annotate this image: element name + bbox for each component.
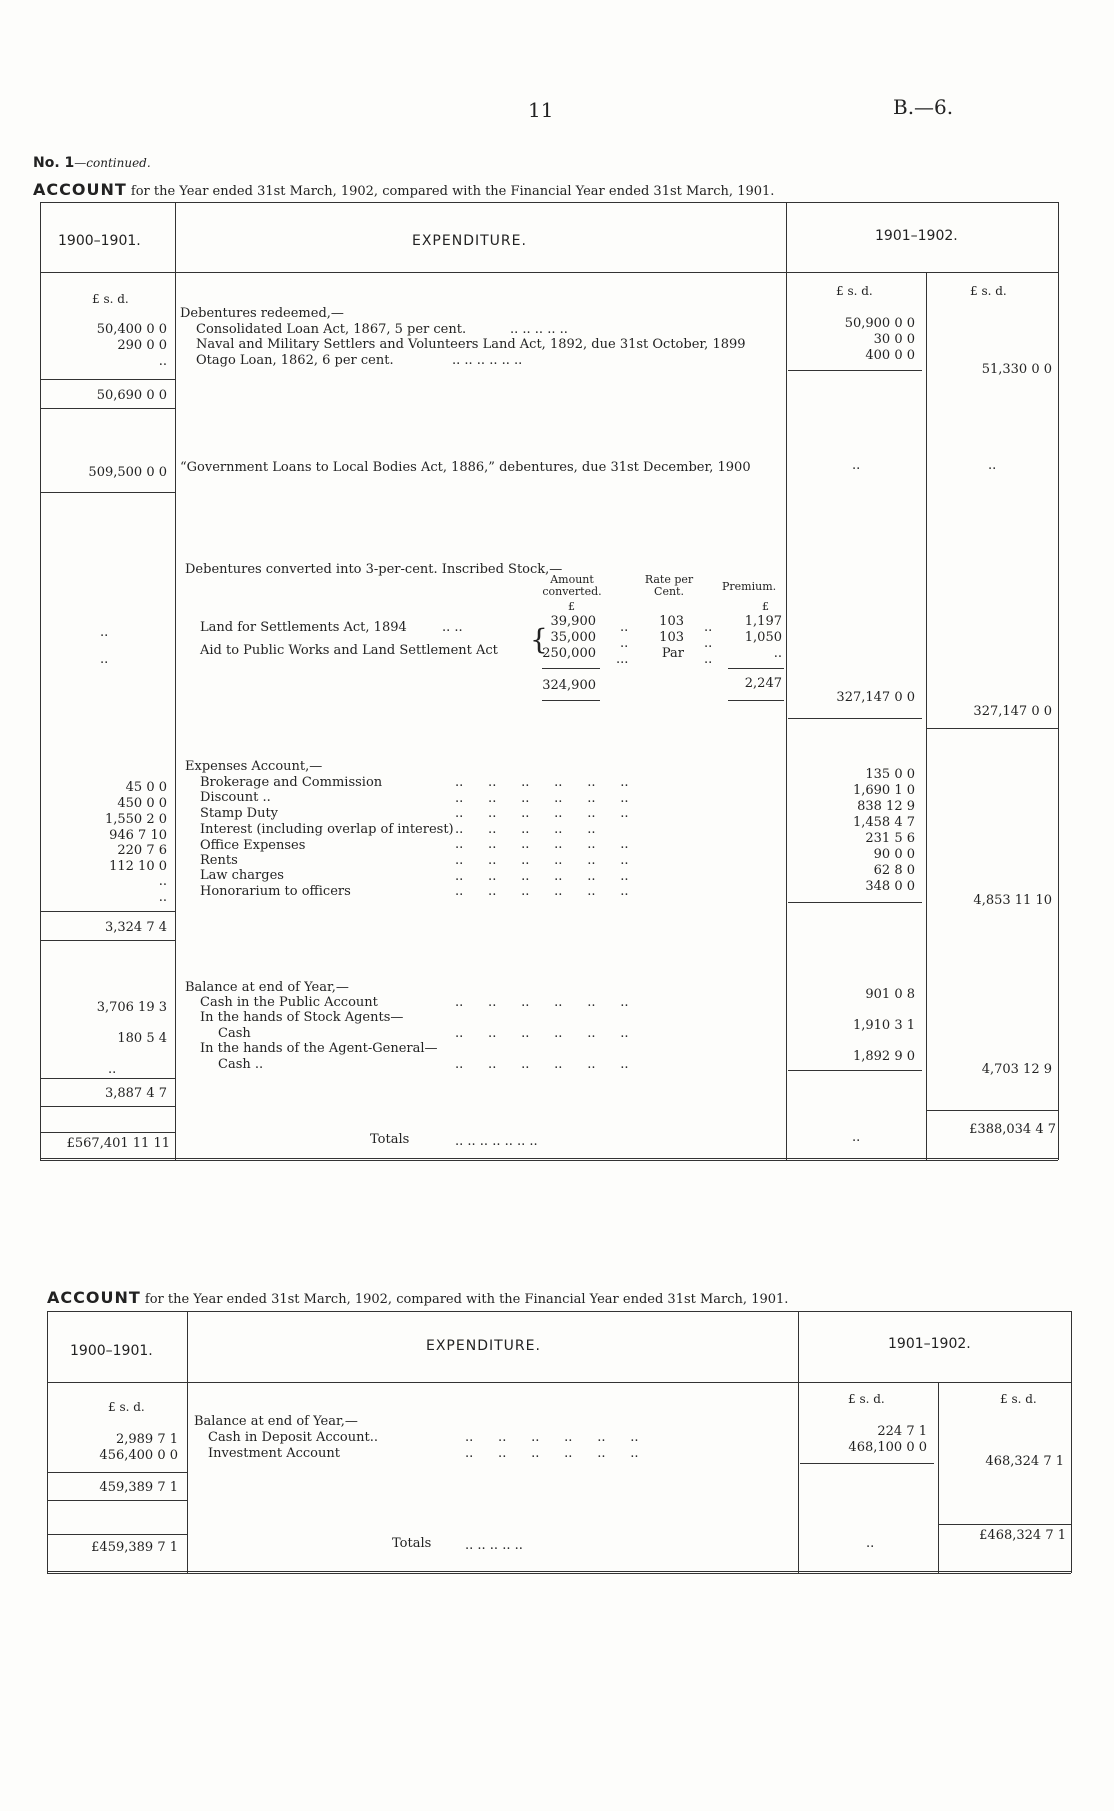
- gov-prev: 509,500 0 0: [88, 465, 167, 480]
- conv-premium-1: 1,050: [744, 630, 782, 645]
- exp-total-curr: 4,853 11 10: [973, 893, 1052, 908]
- conv-rate-1: 103: [659, 630, 684, 645]
- conv-dots-a: ..: [620, 620, 629, 635]
- totals-prev: £567,401 11 11: [66, 1136, 170, 1151]
- exp-label-0: Brokerage and Commission: [200, 775, 383, 790]
- exp-curr-4: 231 5 6: [865, 831, 915, 846]
- gov-curr2: ..: [988, 458, 997, 473]
- conv-premium-0: 1,197: [744, 614, 782, 629]
- table2-curr-1: 468,100 0 0: [848, 1440, 927, 1455]
- bal-subtotal-prev: 3,887 4 7: [104, 1086, 167, 1101]
- conv-heading: Debentures converted into 3-per-cent. Inscribed Stock,—: [185, 562, 563, 577]
- deb-curr-2: 400 0 0: [865, 348, 915, 363]
- table2-bal-heading: Balance at end of Year,—: [194, 1414, 358, 1429]
- conv-col-amount: Amount converted.: [542, 573, 602, 598]
- bal-curr-2: 1,910 3 1: [852, 1018, 915, 1033]
- exp-curr-3: 1,458 4 7: [852, 815, 915, 830]
- exp-curr-5: 90 0 0: [873, 847, 915, 862]
- table2-prev-1: 456,400 0 0: [99, 1448, 178, 1463]
- bal-curr-4: 1,892 9 0: [852, 1049, 915, 1064]
- continued-label: No. 1—continued.: [33, 155, 151, 171]
- conv-total-amount: 324,900: [542, 678, 596, 693]
- table2-dots: .. .. .. .. .. .. .. .. .. .. .. ..: [465, 1430, 639, 1461]
- bal-heading: Balance at end of Year,—: [185, 980, 349, 995]
- deb-subtotal-prev: 50,690 0 0: [96, 388, 167, 403]
- conv-prev-1: ..: [100, 652, 109, 667]
- deb-dots-0: .. .. .. .. ..: [510, 322, 568, 337]
- exp-prev-2: 1,550 2 0: [104, 812, 167, 827]
- table2-totals-dots: .. .. .. .. ..: [465, 1538, 523, 1553]
- table2-unit-curr2: £ s. d.: [1000, 1392, 1037, 1406]
- exp-prev-7: ..: [158, 890, 167, 905]
- exp-prev-0: 45 0 0: [125, 780, 167, 795]
- exp-curr-7: 348 0 0: [865, 879, 915, 894]
- table2-col-curr: 1901–1902.: [888, 1336, 971, 1352]
- exp-prev-4: 220 7 6: [117, 843, 167, 858]
- exp-prev-1: 450 0 0: [117, 796, 167, 811]
- table2-totals-curr2: £468,324 7 1: [979, 1528, 1066, 1543]
- table2-label-0: Cash in Deposit Account..: [208, 1430, 378, 1445]
- deb-label-0: Consolidated Loan Act, 1867, 5 per cent.: [196, 322, 467, 337]
- table1-col-expenditure: EXPENDITURE.: [412, 233, 527, 249]
- totals-label: Totals: [370, 1132, 410, 1147]
- exp-label-6: Law charges: [200, 868, 284, 883]
- deb-total-curr: 51,330 0 0: [981, 362, 1052, 377]
- deb-label-1: Naval and Military Settlers and Volunteers Land Act, 1892, due 31st October, 1899: [196, 337, 746, 352]
- table2-unit-curr1: £ s. d.: [848, 1392, 885, 1406]
- exp-curr-1: 1,690 1 0: [852, 783, 915, 798]
- table2-title: ACCOUNT for the Year ended 31st March, 1902, compared with the Financial Year ended 31st March, 1901.: [47, 1288, 789, 1307]
- bal-label-4: Cash ..: [218, 1057, 264, 1072]
- table1-col-prev: 1900–1901.: [58, 233, 141, 249]
- deb-prev-1: 290 0 0: [117, 338, 167, 353]
- conv-pound-amount: £: [568, 600, 575, 613]
- conv-dots-c: ...: [616, 652, 629, 667]
- gov-curr1: ..: [852, 458, 861, 473]
- exp-label-2: Stamp Duty: [200, 806, 279, 821]
- conv-label-0: Land for Settlements Act, 1894: [200, 620, 407, 635]
- exp-label-7: Honorarium to officers: [200, 884, 351, 899]
- table2-total-curr: 468,324 7 1: [985, 1454, 1064, 1469]
- conv-prev-0: ..: [100, 625, 109, 640]
- bal-label-2: Cash: [218, 1026, 251, 1041]
- deb-dots-2: .. .. .. .. .. ..: [452, 353, 523, 368]
- exp-heading: Expenses Account,—: [185, 759, 323, 774]
- bal-label-3: In the hands of the Agent-General—: [200, 1041, 438, 1056]
- conv-dots-0: .. ..: [442, 620, 463, 635]
- table2-col-prev: 1900–1901.: [70, 1343, 153, 1359]
- table2-label-1: Investment Account: [208, 1446, 340, 1461]
- conv-dots-d: ..: [704, 620, 713, 635]
- conv-col-premium: Premium.: [722, 580, 777, 593]
- bal-prev-2: 180 5 4: [117, 1031, 167, 1046]
- exp-curr-2: 838 12 9: [857, 799, 915, 814]
- exp-label-1: Discount ..: [200, 790, 271, 805]
- conv-amount-2: 250,000: [542, 646, 596, 661]
- table1-title: ACCOUNT for the Year ended 31st March, 1902, compared with the Financial Year ended 31st March, 1901.: [33, 180, 775, 199]
- table2-totals-curr1: ..: [866, 1536, 875, 1551]
- exp-prev-5: 112 10 0: [109, 859, 167, 874]
- bal-prev-0: 3,706 19 3: [96, 1000, 167, 1015]
- page-number: 11: [528, 98, 554, 122]
- bal-total-curr: 4,703 12 9: [981, 1062, 1052, 1077]
- deb-prev-2: ..: [158, 354, 167, 369]
- exp-dots: .. .. .. .. .. .. .. .. .. .. .. .. .. .. .. .. .. .. .. .. .. .. .. .. .. .. .. .. .. .. .. .. .. .. .. .. .. .. .. .. .. .. .. .. .. .. ..: [455, 775, 629, 900]
- exp-label-4: Office Expenses: [200, 838, 306, 853]
- conv-rate-0: 103: [659, 614, 684, 629]
- conv-total-premium: 2,247: [744, 676, 782, 691]
- bal-label-1: In the hands of Stock Agents—: [200, 1010, 404, 1025]
- table2-totals-prev: £459,389 7 1: [91, 1540, 178, 1555]
- conv-amount-1: 35,000: [550, 630, 596, 645]
- exp-curr-0: 135 0 0: [865, 767, 915, 782]
- exp-label-3: Interest (including overlap of interest): [200, 822, 454, 837]
- unit-curr1: £ s. d.: [836, 284, 873, 298]
- deb-curr-0: 50,900 0 0: [844, 316, 915, 331]
- conv-brace: {: [530, 623, 548, 656]
- table2-totals-label: Totals: [392, 1536, 432, 1551]
- conv-dots-b: ..: [620, 636, 629, 651]
- document-code: B.—6.: [893, 95, 954, 119]
- exp-prev-6: ..: [158, 874, 167, 889]
- totals-dots: .. .. .. .. .. .. ..: [455, 1134, 538, 1149]
- conv-label-1: Aid to Public Works and Land Settlement Act: [200, 643, 498, 658]
- deb-label-2: Otago Loan, 1862, 6 per cent.: [196, 353, 394, 368]
- table2-prev-0: 2,989 7 1: [115, 1432, 178, 1447]
- conv-dots-f: ..: [704, 652, 713, 667]
- table1-col-curr: 1901–1902.: [875, 228, 958, 244]
- deb-prev-0: 50,400 0 0: [96, 322, 167, 337]
- bal-curr-0: 901 0 8: [865, 987, 915, 1002]
- conv-curr2: 327,147 0 0: [973, 704, 1052, 719]
- unit-prev: £ s. d.: [92, 292, 129, 306]
- deb-curr-1: 30 0 0: [873, 332, 915, 347]
- exp-subtotal-prev: 3,324 7 4: [104, 920, 167, 935]
- conv-dots-e: ..: [704, 636, 713, 651]
- exp-curr-6: 62 8 0: [873, 863, 915, 878]
- totals-curr1: ..: [852, 1130, 861, 1145]
- table2-col-expenditure: EXPENDITURE.: [426, 1338, 541, 1354]
- table2-curr-0: 224 7 1: [877, 1424, 927, 1439]
- exp-label-5: Rents: [200, 853, 238, 868]
- conv-curr1: 327,147 0 0: [836, 690, 915, 705]
- unit-curr2: £ s. d.: [970, 284, 1007, 298]
- bal-label-0: Cash in the Public Account: [200, 995, 378, 1010]
- bal-prev-4: ..: [108, 1062, 117, 1077]
- deb-heading: Debentures redeemed,—: [180, 306, 344, 321]
- conv-rate-2: Par: [661, 646, 684, 661]
- conv-pound-premium: £: [762, 600, 769, 613]
- conv-premium-2: ..: [773, 646, 782, 661]
- conv-col-rate: Rate per Cent.: [644, 573, 694, 598]
- table2-subtotal-prev: 459,389 7 1: [99, 1480, 178, 1495]
- gov-label: “Government Loans to Local Bodies Act, 1886,” debentures, due 31st December, 1900: [180, 460, 751, 475]
- bal-dots: .. .. .. .. .. .. .. .. .. .. .. .. .. .. .. .. .. ..: [455, 995, 629, 1072]
- conv-amount-0: 39,900: [550, 614, 596, 629]
- table2-unit-prev: £ s. d.: [108, 1400, 145, 1414]
- totals-curr2: £388,034 4 7: [969, 1122, 1056, 1137]
- exp-prev-3: 946 7 10: [109, 828, 167, 843]
